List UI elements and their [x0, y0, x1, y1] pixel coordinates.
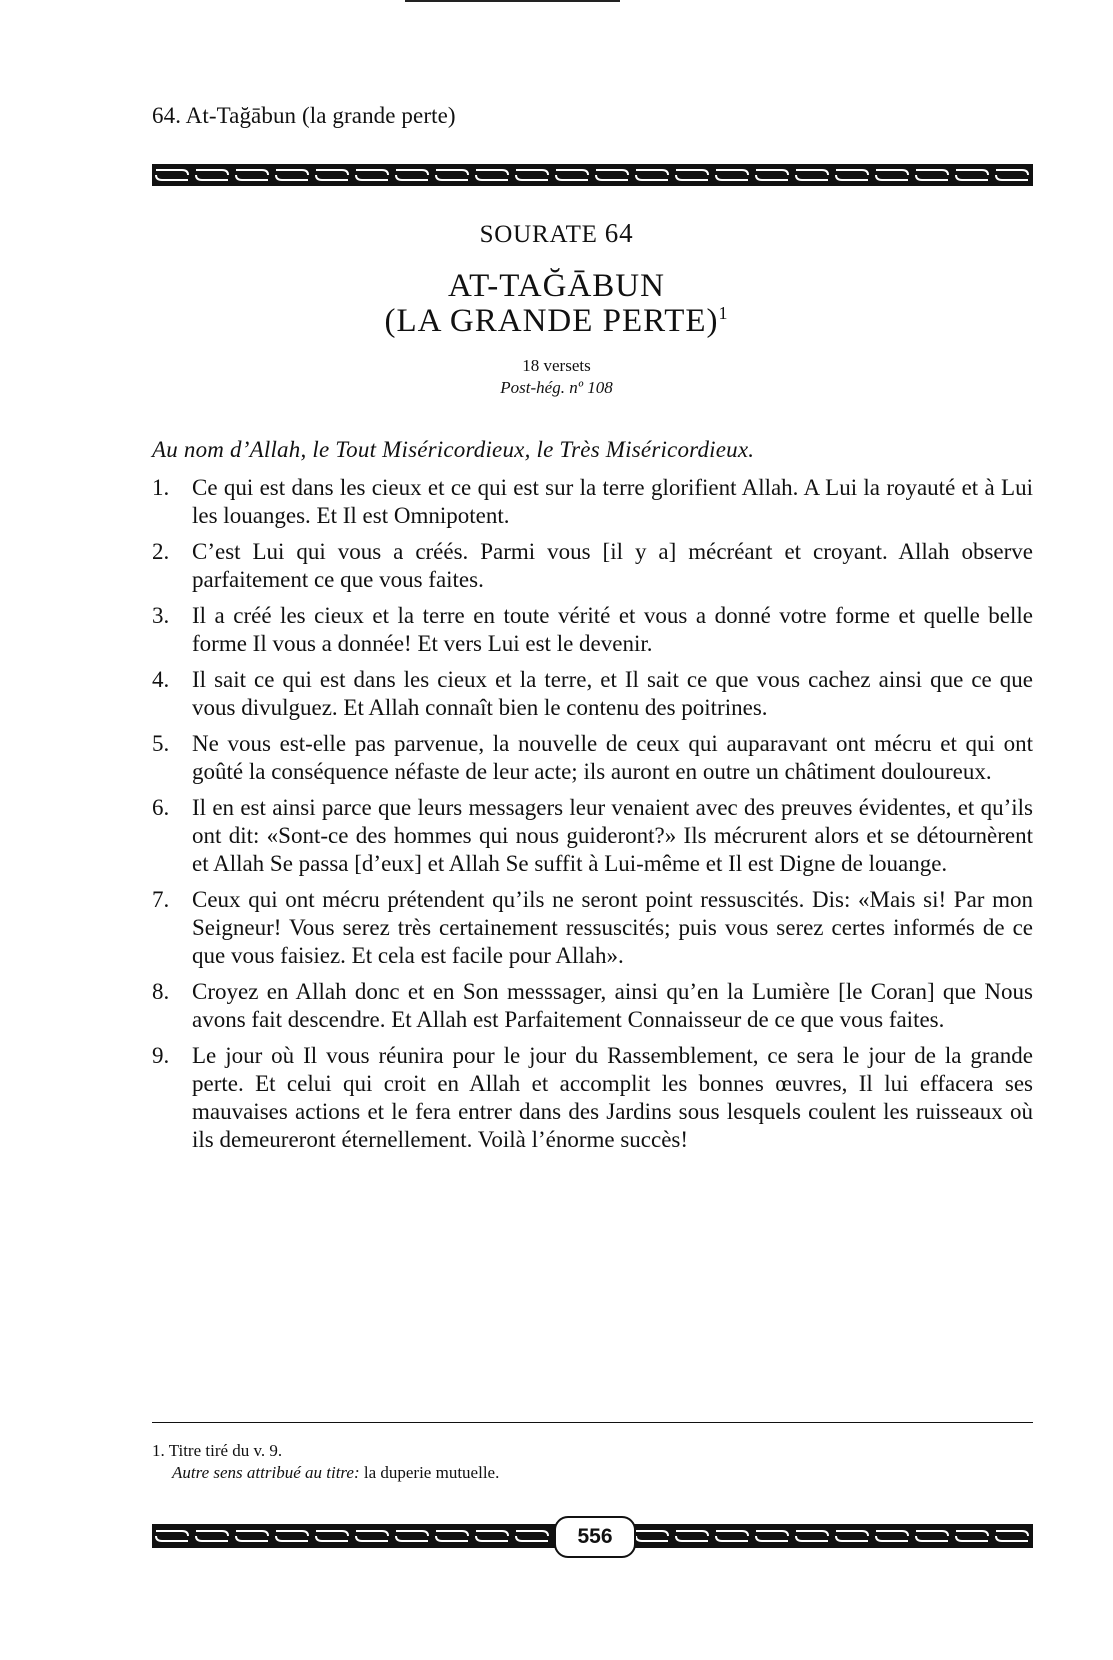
- verse-1: [152, 474, 1033, 530]
- verse-number: 4.: [152, 667, 170, 692]
- verse-3: [152, 602, 1033, 658]
- verse-text: Ceux qui ont mécru prétendent qu’ils ne seront point ressuscités. Dis: «Mais si! Par mon Seigneur! Vous serez très certainement ressuscités; puis vous serez certes informés de ce que vous faisiez. Et cela est facile pour Allah».: [192, 887, 1033, 968]
- chronology: Post-hég. nº 108: [500, 378, 613, 397]
- verse-number: 5.: [152, 731, 170, 756]
- verse-5: [152, 730, 1033, 786]
- verse-number: 9.: [152, 1043, 170, 1068]
- verse-2: [152, 538, 1033, 594]
- surah-title-line2-text: (LA GRANDE PERTE): [384, 303, 719, 339]
- footnote-line2-italic: Autre sens attribué au titre:: [172, 1463, 360, 1482]
- verse-6: [152, 794, 1033, 878]
- verse-number: 2.: [152, 539, 170, 564]
- footnote-line2: [152, 1462, 499, 1484]
- surah-label: [0, 218, 1113, 249]
- verse-4: [152, 666, 1033, 722]
- verse-number: 3.: [152, 603, 170, 628]
- basmala: Au nom d’Allah, le Tout Miséricordieux, le Très Miséricordieux.: [152, 437, 755, 462]
- verse-number: 7.: [152, 887, 170, 912]
- verse-text: Le jour où Il vous réunira pour le jour du Rassemblement, ce sera le jour de la grande perte. Et celui qui croit en Allah et accomplit les bonnes œuvres, Il lui effacera ses mauvaises actions et le fera entrer dans des Jardins sous lesquels coulent les ruisseaux où ils demeureront éternellement. Voilà l’énorme succès!: [192, 1043, 1033, 1152]
- verse-list: [152, 474, 1033, 1162]
- chain-ornament: [152, 164, 1033, 186]
- running-header: 64. At-Tağābun (la grande perte): [152, 103, 456, 128]
- decorative-band-top: [152, 164, 1033, 186]
- verse-count: 18 versets: [522, 356, 591, 375]
- verse-text: Il sait ce qui est dans les cieux et la terre, et Il sait ce que vous cachez ainsi que ce que vous divulguez. Et Allah connaît bien le contenu des poitrines.: [192, 667, 1033, 720]
- footnote: [152, 1440, 499, 1484]
- footnote-line2-rest: la duperie mutuelle.: [359, 1463, 500, 1482]
- surah-number: 64: [604, 218, 634, 248]
- verse-8: [152, 978, 1033, 1034]
- surah-label-text: SOURATE: [479, 221, 598, 248]
- verse-text: Croyez en Allah donc et en Son messsager, ainsi qu’en la Lumière [le Coran] que Nous avons fait descendre. Et Allah est Parfaitement Connaisseur de ce que vous faites.: [192, 979, 1033, 1032]
- top-rule: [405, 0, 620, 2]
- verse-text: Ne vous est-elle pas parvenue, la nouvelle de ceux qui auparavant ont mécru et qui ont goûté la conséquence néfaste de leur acte; ils auront en outre un châtiment douloureux.: [192, 731, 1033, 784]
- verse-number: 1.: [152, 475, 170, 500]
- verse-number: 6.: [152, 795, 170, 820]
- surah-title-line2: [0, 303, 1113, 340]
- footnote-line1: 1. Titre tiré du v. 9.: [152, 1441, 283, 1460]
- surah-title-line1: AT-TAĞĀBUN: [448, 268, 665, 304]
- page-number: 556: [554, 1516, 636, 1558]
- verse-number: 8.: [152, 979, 170, 1004]
- verse-9: [152, 1042, 1033, 1154]
- verse-text: Il en est ainsi parce que leurs messagers leur venaient avec des preuves évidentes, et qu’ils ont dit: «Sont-ce des hommes qui nous guideront?» Ils mécrurent alors et se détournèrent et Allah Se passa [d’eux] et Allah Se suffit à Lui-même et Il est Digne de louange.: [192, 795, 1033, 876]
- verse-text: C’est Lui qui vous a créés. Parmi vous [il y a] mécréant et croyant. Allah observe parfaitement ce que vous faites.: [192, 539, 1033, 592]
- verse-7: [152, 886, 1033, 970]
- footnote-mark: 1: [718, 303, 729, 323]
- verse-text: Il a créé les cieux et la terre en toute vérité et vous a donné votre forme et quelle belle forme Il vous a donnée! Et vers Lui est le devenir.: [192, 603, 1033, 656]
- verse-text: Ce qui est dans les cieux et ce qui est sur la terre glorifient Allah. A Lui la royauté et à Lui les louanges. Et Il est Omnipotent.: [192, 475, 1033, 528]
- footnote-rule: [152, 1422, 1033, 1423]
